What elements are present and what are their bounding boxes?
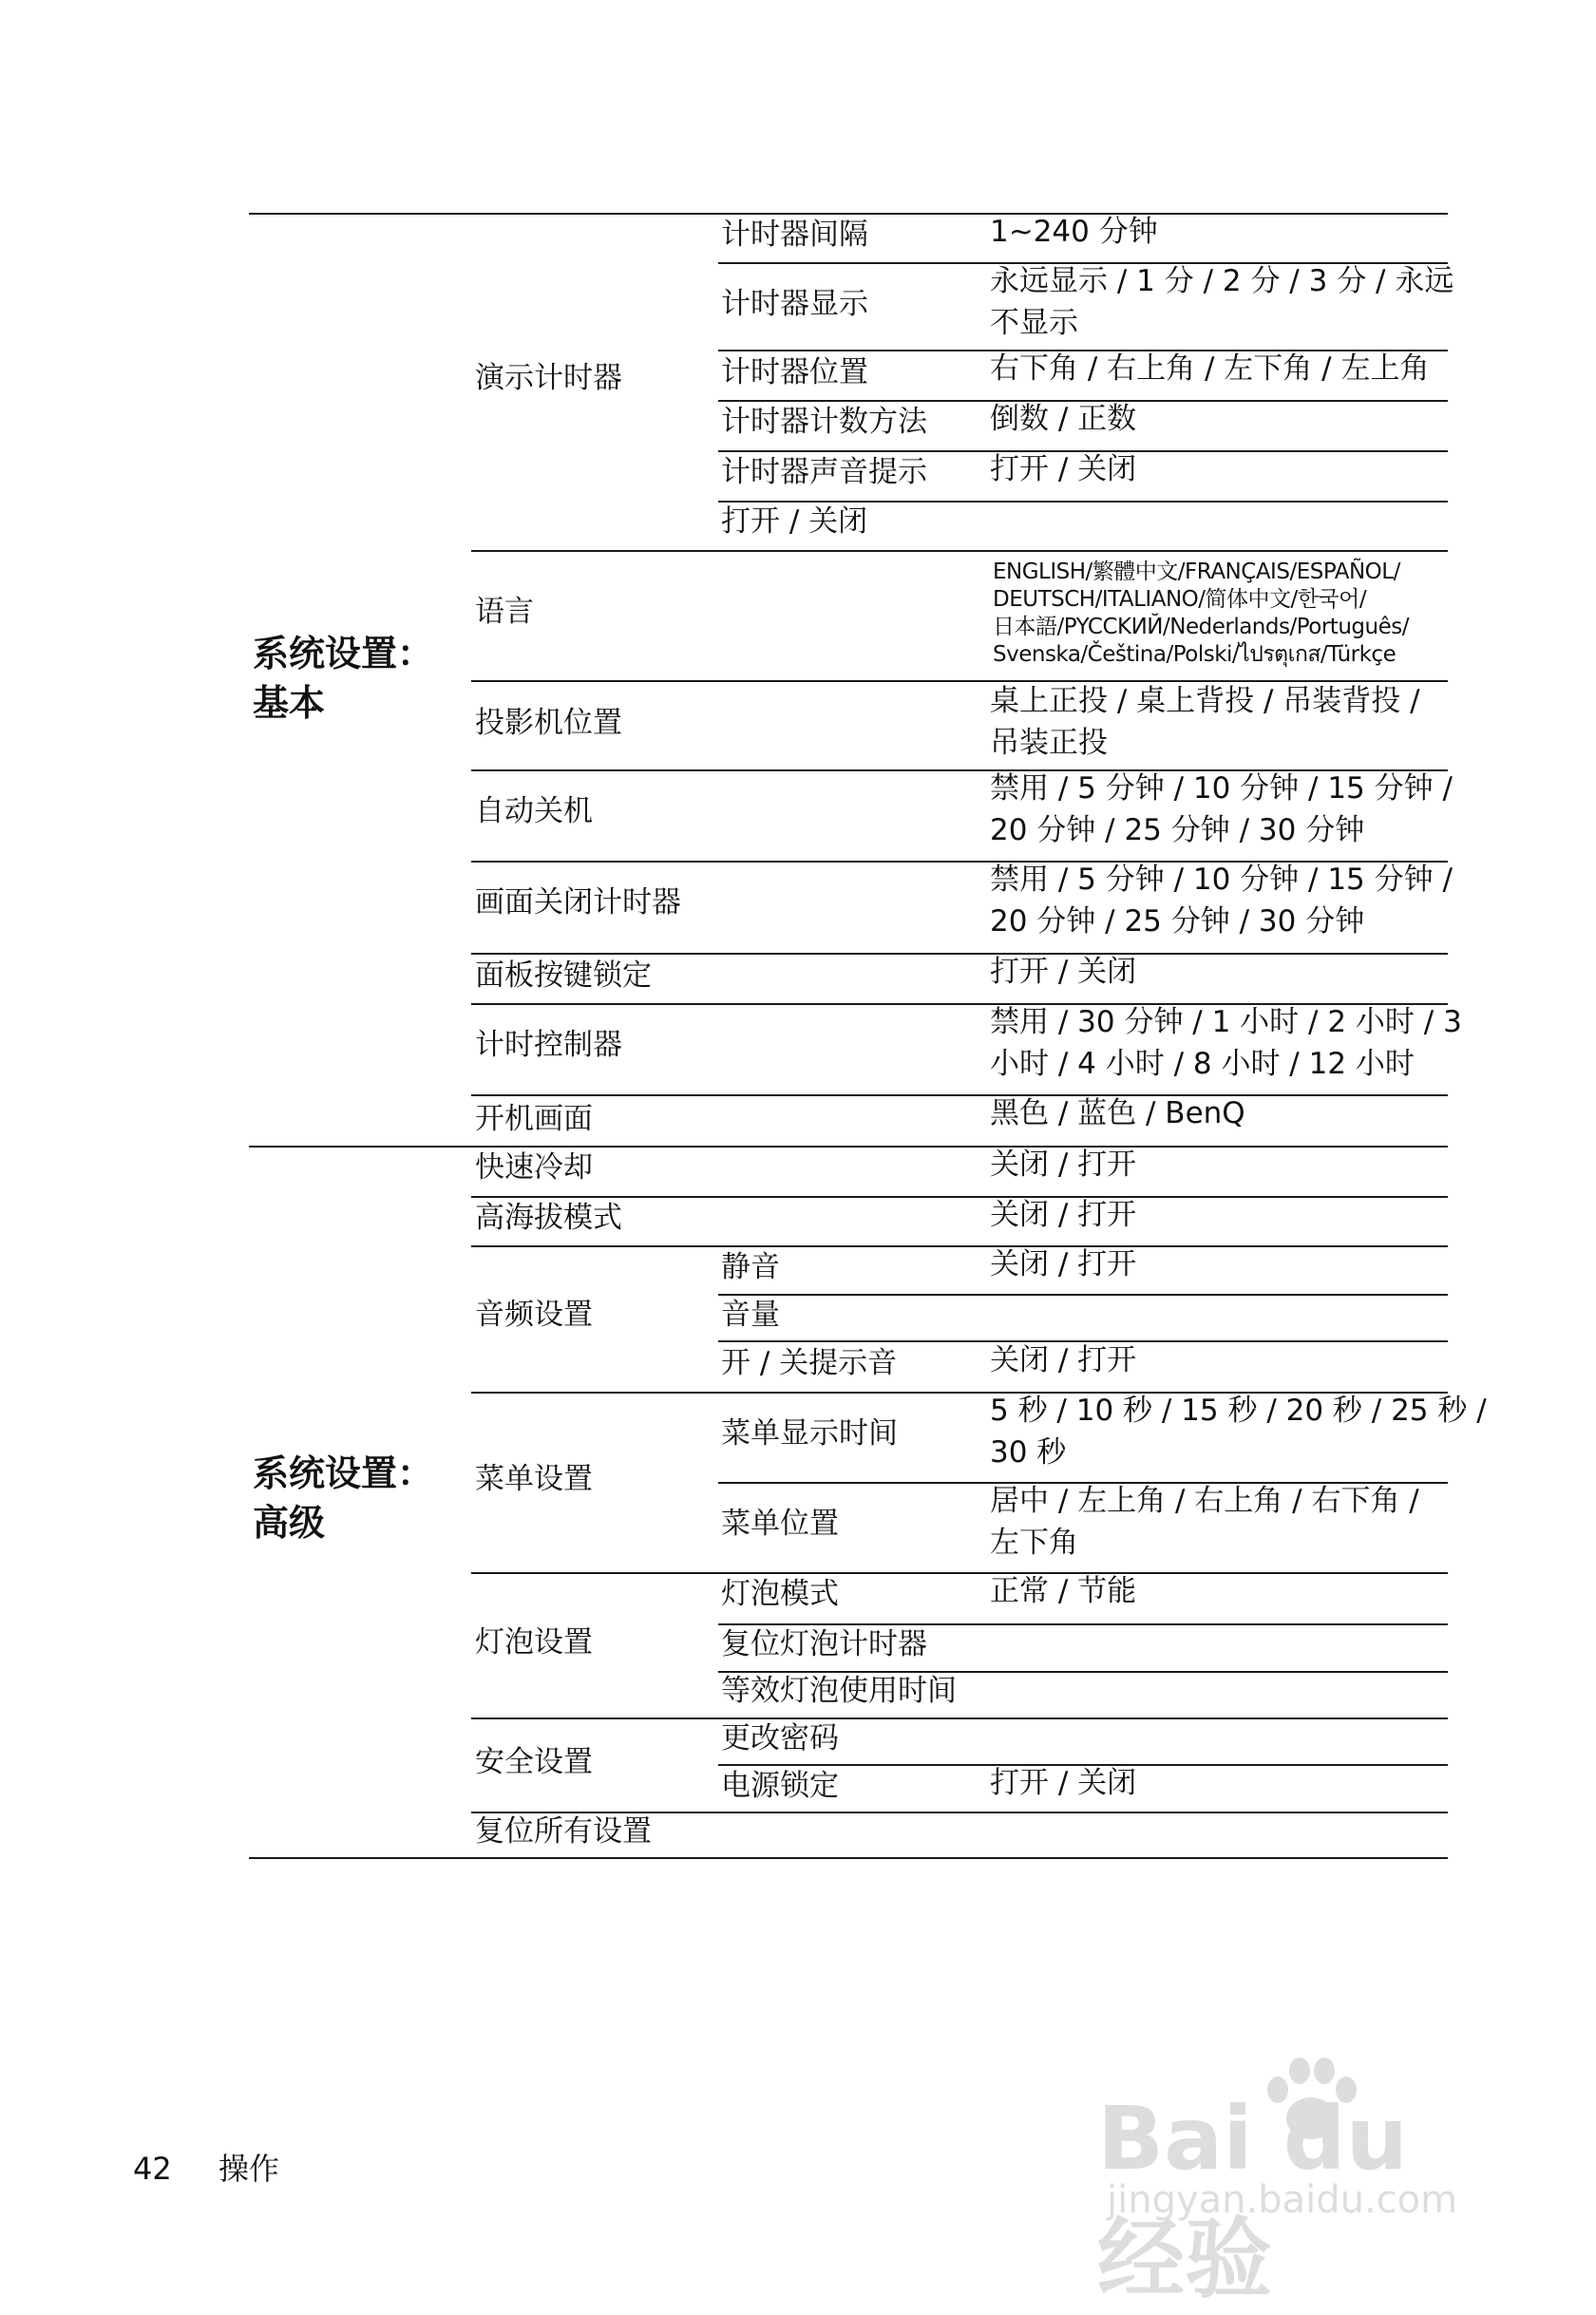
label-auto-off: 自动关机 [475,794,593,828]
value-projector-position-line1: 桌上正投 / 桌上背投 / 吊装背投 / [990,684,1420,718]
value-language-line: ENGLISH/繁體中文/FRANÇAIS/ESPAÑOL/ [993,560,1400,584]
value-blank-timer-line2: 20 分钟 / 25 分钟 / 30 分钟 [990,904,1365,939]
value-sleep-timer-line1: 禁用 / 30 分钟 / 1 小时 / 2 小时 / 3 [990,1005,1462,1039]
section-title-line: 基本 [253,682,326,724]
label-reset-lamp-timer: 复位灯泡计时器 [721,1627,927,1661]
label-power-lock: 电源锁定 [721,1769,839,1803]
label-volume: 音量 [721,1298,780,1332]
label-quick-cooling: 快速冷却 [475,1150,593,1185]
value-high-altitude: 关闭 / 打开 [990,1198,1137,1232]
label-timer-display: 计时器显示 [721,287,868,321]
label-timer-position: 计时器位置 [721,355,868,389]
value-power-lock: 打开 / 关闭 [990,1766,1137,1800]
label-lamp-settings: 灯泡设置 [475,1625,593,1660]
divider [471,1717,1448,1719]
value-auto-off-line1: 禁用 / 5 分钟 / 10 分钟 / 15 分钟 / [990,771,1453,806]
value-menu-display-time-line1: 5 秒 / 10 秒 / 15 秒 / 20 秒 / 25 秒 / [990,1394,1487,1428]
label-lamp-mode: 灯泡模式 [721,1577,839,1611]
divider [471,1572,1448,1574]
watermark-brand: Bai du 经验 [1097,2088,1409,2310]
value-menu-position-line2: 左下角 [990,1526,1078,1560]
section-title-line: 系统设置： [253,633,434,674]
value-sleep-timer-line2: 小时 / 4 小时 / 8 小时 / 12 小时 [990,1047,1415,1081]
value-timer-sound: 打开 / 关闭 [990,452,1137,486]
divider [471,550,1448,552]
value-timer-count-method: 倒数 / 正数 [990,402,1137,436]
value-menu-position-line1: 居中 / 左上角 / 右上角 / 右下角 / [990,1484,1419,1518]
value-mute: 关闭 / 打开 [990,1247,1137,1281]
section-divider-rule [249,1146,1448,1148]
label-timer-interval: 计时器间隔 [721,218,868,252]
value-lamp-mode: 正常 / 节能 [990,1574,1137,1608]
label-language: 语言 [475,595,534,629]
label-timer-count-method: 计时器计数方法 [721,405,927,439]
section-title-line: 系统设置： [253,1452,434,1494]
value-menu-display-time-line2: 30 秒 [990,1435,1067,1470]
value-power-beep: 关闭 / 打开 [990,1343,1137,1377]
section-title-advanced [253,1449,433,1547]
value-splash-screen: 黑色 / 蓝色 / BenQ [990,1096,1245,1130]
label-timer-sound: 计时器声音提示 [721,455,927,489]
section-title-line: 高级 [253,1502,326,1544]
value-timer-display-line2: 不显示 [990,306,1078,340]
value-blank-timer-line1: 禁用 / 5 分钟 / 10 分钟 / 15 分钟 / [990,863,1453,897]
section-title-basic [253,629,433,728]
value-timer-position: 右下角 / 右上角 / 左下角 / 左上角 [990,351,1430,386]
label-menu-position: 菜单位置 [721,1507,839,1541]
divider [471,1245,1448,1247]
label-mute: 静音 [721,1250,780,1284]
label-high-altitude: 高海拔模式 [475,1201,622,1235]
label-security-settings: 安全设置 [475,1745,593,1779]
page-number: 42 [133,2151,172,2187]
label-power-beep: 开 / 关提示音 [721,1346,898,1380]
value-language-line: 日本語/PYCCKИЙ/Nederlands/Português/ [993,615,1409,639]
divider [718,1294,1448,1296]
table-bottom-rule [249,1857,1448,1859]
value-projector-position-line2: 吊装正投 [990,726,1108,760]
label-equivalent-lamp-hour: 等效灯泡使用时间 [721,1674,957,1708]
label-sleep-timer: 计时控制器 [475,1028,622,1062]
label-menu-display-time: 菜单显示时间 [721,1416,898,1451]
label-presentation-timer: 演示计时器 [475,361,622,395]
value-quick-cooling: 关闭 / 打开 [990,1148,1137,1182]
value-language-line: Svenska/Čeština/Polski/ไปรตุเกส/Türkçe [993,642,1396,667]
value-language-line: DEUTSCH/ITALIANO/简体中文/한국어/ [993,587,1367,612]
label-splash-screen: 开机画面 [475,1102,593,1136]
watermark-url: jingyan.baidu.com [1107,2178,1458,2222]
value-auto-off-line2: 20 分钟 / 25 分钟 / 30 分钟 [990,813,1365,847]
label-blank-timer: 画面关闭计时器 [475,885,681,920]
label-menu-settings: 菜单设置 [475,1462,593,1496]
value-panel-key-lock: 打开 / 关闭 [990,955,1137,989]
footer-section-name: 操作 [218,2151,280,2187]
label-panel-key-lock: 面板按键锁定 [475,958,652,993]
value-timer-interval: 1~240 分钟 [990,215,1158,249]
label-timer-onoff: 打开 / 关闭 [721,504,868,539]
label-projector-position: 投影机位置 [475,706,622,740]
label-reset-all: 复位所有设置 [475,1814,652,1849]
divider [471,1094,1448,1096]
baidu-jingyan-watermark [1097,2050,1506,2310]
value-timer-display-line1: 永远显示 / 1 分 / 2 分 / 3 分 / 永远 [990,264,1454,298]
label-audio-settings: 音频设置 [475,1298,593,1332]
label-change-password: 更改密码 [721,1721,839,1755]
